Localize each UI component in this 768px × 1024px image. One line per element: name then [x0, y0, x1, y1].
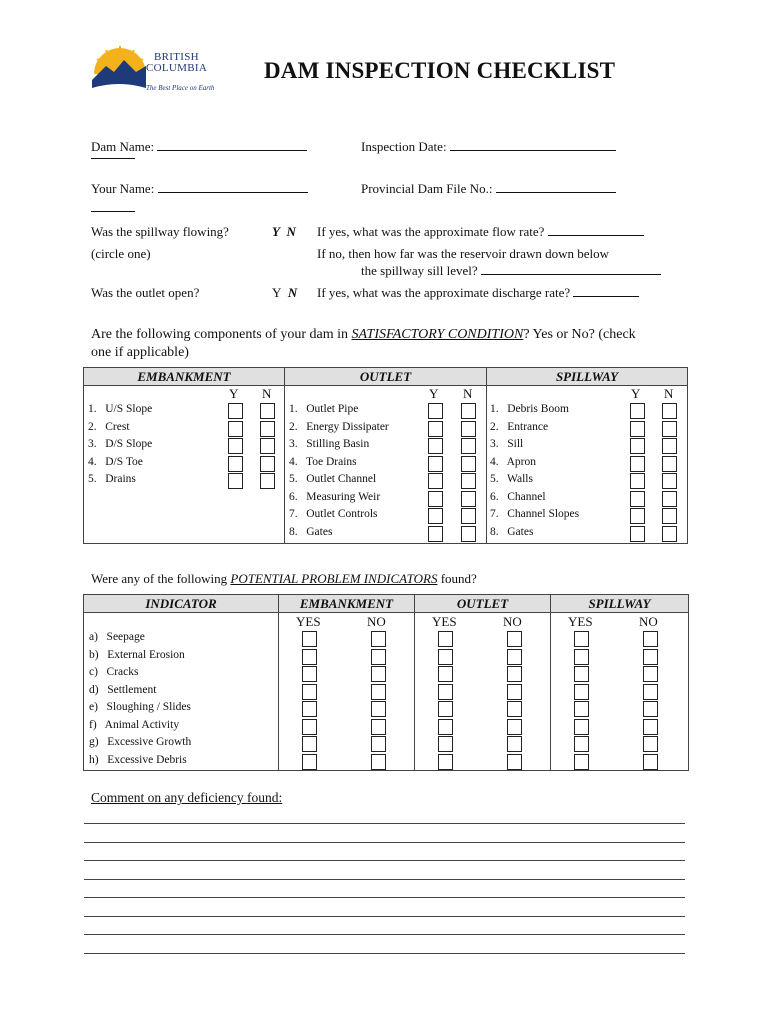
indicator-item: c) Cracks [89, 666, 139, 678]
p-spillway-no-checkbox[interactable] [643, 684, 658, 700]
p-embankment-yes-checkbox[interactable] [302, 701, 317, 717]
p-spillway-cell [551, 613, 689, 771]
p-embankment-yes-checkbox[interactable] [302, 649, 317, 665]
embankment-item: 4. D/S Toe [88, 455, 143, 468]
p-outlet-no-checkbox[interactable] [507, 736, 522, 752]
file-no-field[interactable] [361, 181, 616, 197]
p-outlet-yes-checkbox[interactable] [438, 719, 453, 735]
p-embankment-no-label: NO [367, 614, 386, 629]
page-title: DAM INSPECTION CHECKLIST [264, 58, 616, 83]
p-spillway-no-checkbox[interactable] [643, 736, 658, 752]
p-embankment-no-checkbox[interactable] [371, 701, 386, 717]
p-spillway-yes-checkbox[interactable] [574, 736, 589, 752]
indicator-heading: INDICATOR [84, 595, 279, 613]
outlet-y-checkbox[interactable] [428, 526, 443, 542]
spillway-item: 5. Walls [490, 473, 533, 485]
spillway-y-checkbox[interactable] [630, 438, 645, 454]
p-embankment-yes-checkbox[interactable] [302, 754, 317, 770]
comment-line[interactable] [84, 860, 685, 861]
spillway-n-checkbox[interactable] [662, 456, 677, 472]
p-spillway-yes-checkbox[interactable] [574, 684, 589, 700]
outlet-col-n: N [463, 386, 473, 401]
logo-wordmark [146, 52, 207, 74]
spillway-item: 4. Apron [490, 455, 536, 468]
comment-label: Comment on any deficiency found: [91, 790, 283, 805]
spillway-item: 6. Channel [490, 490, 546, 503]
embankment-y-checkbox[interactable] [228, 456, 243, 472]
p-outlet-heading: OUTLET [415, 595, 551, 613]
comment-line[interactable] [84, 916, 685, 917]
p-outlet-no-checkbox[interactable] [507, 701, 522, 717]
satisfactory-intro-post: ? Yes or No? (check [523, 327, 636, 342]
p-outlet-no-checkbox[interactable] [507, 649, 522, 665]
file-no-line[interactable] [496, 181, 616, 193]
embankment-item: 1. U/S Slope [88, 403, 153, 415]
spillway-item: 8. Gates [490, 525, 534, 538]
spillway-y-checkbox[interactable] [630, 526, 645, 542]
embankment-heading: EMBANKMENT [84, 368, 285, 386]
spillway-item: 1. Debris Boom [490, 403, 569, 415]
p-spillway-no-checkbox[interactable] [643, 719, 658, 735]
p-spillway-yes-checkbox[interactable] [574, 649, 589, 665]
spillway-n-checkbox[interactable] [662, 508, 677, 524]
flow-rate-line[interactable] [548, 224, 644, 236]
p-embankment-yes-checkbox[interactable] [302, 666, 317, 682]
p-spillway-no-checkbox[interactable] [643, 701, 658, 717]
spillway-yn[interactable] [272, 224, 296, 240]
inspection-date-label: Inspection Date: [361, 139, 447, 154]
p-embankment-no-checkbox[interactable] [371, 754, 386, 770]
discharge-rate-label: If yes, what was the approximate discharge rate? [317, 285, 571, 300]
outlet-n-checkbox[interactable] [461, 403, 476, 419]
spillway-y-checkbox[interactable] [630, 456, 645, 472]
embankment-y-checkbox[interactable] [228, 438, 243, 454]
dam-name-line[interactable] [157, 139, 307, 151]
logo-line1: BRITISH [154, 51, 199, 63]
outlet-yn[interactable] [272, 285, 297, 301]
p-outlet-no-label: NO [503, 614, 522, 629]
embankment-y-checkbox[interactable] [228, 403, 243, 419]
outlet-n[interactable]: N [287, 285, 298, 300]
p-outlet-no-checkbox[interactable] [507, 684, 522, 700]
logo-tagline: The Best Place on Earth [146, 84, 215, 92]
p-spillway-yes-checkbox[interactable] [574, 701, 589, 717]
p-spillway-yes-checkbox[interactable] [574, 666, 589, 682]
drawn-down-line1: If no, then how far was the reservoir drawn down below [317, 246, 610, 261]
problems-intro-pre: Were any of the following [91, 571, 231, 586]
outlet-y-checkbox[interactable] [428, 438, 443, 454]
spillway-n-checkbox[interactable] [662, 403, 677, 419]
p-embankment-yes-label: YES [296, 614, 321, 629]
p-outlet-no-checkbox[interactable] [507, 631, 522, 647]
drawn-down-label: the spillway sill level? [361, 263, 478, 278]
outlet-col-y: Y [429, 386, 439, 401]
spillway-item: 2. Entrance [490, 420, 549, 433]
outlet-item: 1. Outlet Pipe [289, 403, 359, 415]
comment-line[interactable] [84, 897, 685, 898]
spillway-n[interactable]: N [286, 224, 296, 239]
p-embankment-cell [279, 613, 415, 771]
spillway-heading: SPILLWAY [487, 368, 688, 386]
p-embankment-heading: EMBANKMENT [279, 595, 415, 613]
p-spillway-no-checkbox[interactable] [643, 666, 658, 682]
comment-line[interactable] [84, 842, 685, 843]
problems-intro-em: POTENTIAL PROBLEM INDICATORS [230, 571, 438, 586]
p-spillway-no-checkbox[interactable] [643, 754, 658, 770]
p-embankment-no-checkbox[interactable] [371, 719, 386, 735]
p-spillway-no-checkbox[interactable] [643, 631, 658, 647]
indicator-item: e) Sloughing / Slides [89, 701, 191, 713]
spillway-y-checkbox[interactable] [630, 421, 645, 437]
your-name-line[interactable] [158, 181, 308, 193]
problems-intro [91, 571, 477, 587]
p-embankment-no-checkbox[interactable] [371, 649, 386, 665]
p-embankment-yes-checkbox[interactable] [302, 736, 317, 752]
embankment-item: 2. Crest [88, 420, 130, 433]
p-spillway-heading: SPILLWAY [551, 595, 689, 613]
indicator-item: f) Animal Activity [89, 718, 180, 731]
spillway-item: 7. Channel Slopes [490, 508, 580, 520]
flow-rate-label: If yes, what was the approximate flow rate? [317, 224, 545, 239]
p-outlet-yes-checkbox[interactable] [438, 736, 453, 752]
spillway-y-checkbox[interactable] [630, 403, 645, 419]
spillway-y-checkbox[interactable] [630, 473, 645, 489]
outlet-item: 5. Outlet Channel [289, 473, 377, 485]
embankment-col-y: Y [229, 386, 239, 401]
spillway-y[interactable]: Y [272, 224, 280, 239]
p-spillway-yes-checkbox[interactable] [574, 631, 589, 647]
problems-intro-post: found? [437, 571, 477, 586]
p-embankment-yes-checkbox[interactable] [302, 684, 317, 700]
circle-one-note: (circle one) [91, 246, 151, 261]
embankment-n-checkbox[interactable] [260, 473, 275, 489]
comment-line[interactable] [84, 879, 685, 880]
spillway-n-checkbox[interactable] [662, 526, 677, 542]
p-outlet-yes-checkbox[interactable] [438, 666, 453, 682]
satisfactory-intro-em: SATISFACTORY CONDITION [351, 327, 524, 342]
flow-rate-field[interactable] [317, 224, 644, 240]
discharge-rate-line[interactable] [573, 285, 639, 297]
satisfactory-table [83, 367, 688, 544]
outlet-item: 3. Stilling Basin [289, 438, 370, 450]
spillway-y-checkbox[interactable] [630, 491, 645, 507]
outlet-item: 4. Toe Drains [289, 455, 357, 468]
outlet-y-checkbox[interactable] [428, 456, 443, 472]
p-outlet-no-checkbox[interactable] [507, 754, 522, 770]
p-outlet-yes-checkbox[interactable] [438, 649, 453, 665]
p-spillway-yes-checkbox[interactable] [574, 719, 589, 735]
indicator-item: a) Seepage [89, 631, 145, 643]
p-outlet-yes-checkbox[interactable] [438, 701, 453, 717]
embankment-y-checkbox[interactable] [228, 473, 243, 489]
outlet-heading: OUTLET [285, 368, 487, 386]
spillway-item: 3. Sill [490, 438, 524, 450]
outlet-item: 8. Gates [289, 525, 333, 538]
embankment-n-checkbox[interactable] [260, 421, 275, 437]
inspection-date-line[interactable] [450, 139, 616, 151]
p-spillway-yes-label: YES [568, 614, 593, 629]
your-name-field[interactable] [91, 181, 308, 197]
indicator-item: d) Settlement [89, 683, 157, 696]
p-outlet-yes-checkbox[interactable] [438, 684, 453, 700]
indicator-item: h) Excessive Debris [89, 753, 187, 766]
spillway-n-checkbox[interactable] [662, 491, 677, 507]
comment-line[interactable] [84, 953, 685, 954]
spillway-col-y: Y [631, 386, 641, 401]
p-outlet-yes-checkbox[interactable] [438, 754, 453, 770]
embankment-n-checkbox[interactable] [260, 456, 275, 472]
outlet-y-checkbox[interactable] [428, 421, 443, 437]
outlet-n-checkbox[interactable] [461, 508, 476, 524]
dam-name-label: Dam Name: [91, 139, 155, 154]
p-outlet-yes-label: YES [432, 614, 457, 629]
embankment-item: 3. D/S Slope [88, 438, 153, 450]
outlet-n-checkbox[interactable] [461, 491, 476, 507]
p-outlet-no-checkbox[interactable] [507, 719, 522, 735]
p-embankment-no-checkbox[interactable] [371, 631, 386, 647]
embankment-n-checkbox[interactable] [260, 403, 275, 419]
dam-name-line-cont [91, 158, 135, 159]
drawn-down-line[interactable] [481, 263, 661, 275]
outlet-y-checkbox[interactable] [428, 508, 443, 524]
outlet-n-checkbox[interactable] [461, 438, 476, 454]
embankment-y-checkbox[interactable] [228, 421, 243, 437]
embankment-item: 5. Drains [88, 473, 136, 485]
spillway-n-checkbox[interactable] [662, 421, 677, 437]
p-embankment-yes-checkbox[interactable] [302, 719, 317, 735]
outlet-y-checkbox[interactable] [428, 473, 443, 489]
p-outlet-yes-checkbox[interactable] [438, 631, 453, 647]
outlet-n-checkbox[interactable] [461, 456, 476, 472]
outlet-y-checkbox[interactable] [428, 403, 443, 419]
spillway-question: Was the spillway flowing? [91, 224, 229, 239]
satisfactory-intro-line2: one if applicable) [91, 345, 189, 360]
inspection-date-field[interactable] [361, 139, 616, 155]
spillway-n-checkbox[interactable] [662, 473, 677, 489]
embankment-col-n: N [262, 386, 272, 401]
outlet-question: Was the outlet open? [91, 285, 200, 300]
outlet-y[interactable]: Y [272, 285, 282, 300]
p-spillway-no-checkbox[interactable] [643, 649, 658, 665]
outlet-item: 2. Energy Dissipater [289, 420, 389, 433]
logo-line2: COLUMBIA [146, 62, 208, 74]
outlet-item: 6. Measuring Weir [289, 490, 381, 503]
outlet-item: 7. Outlet Controls [289, 508, 378, 520]
outlet-y-checkbox[interactable] [428, 491, 443, 507]
file-no-label: Provincial Dam File No.: [361, 181, 493, 196]
your-name-label: Your Name: [91, 181, 155, 196]
outlet-n-checkbox[interactable] [461, 473, 476, 489]
indicator-item: g) Excessive Growth [89, 736, 192, 748]
your-name-line-cont [91, 211, 135, 212]
p-outlet-cell [415, 613, 551, 771]
dam-name-field[interactable] [91, 139, 307, 155]
p-embankment-no-checkbox[interactable] [371, 684, 386, 700]
spillway-y-checkbox[interactable] [630, 508, 645, 524]
comment-line[interactable] [84, 823, 685, 824]
p-spillway-no-label: NO [639, 614, 658, 629]
drawn-down-field[interactable] [361, 263, 661, 279]
p-embankment-no-checkbox[interactable] [371, 666, 386, 682]
satisfactory-intro [91, 326, 691, 362]
p-outlet-no-checkbox[interactable] [507, 666, 522, 682]
satisfactory-intro-pre: Are the following components of your dam in [91, 327, 352, 342]
p-embankment-no-checkbox[interactable] [371, 736, 386, 752]
outlet-n-checkbox[interactable] [461, 526, 476, 542]
p-embankment-yes-checkbox[interactable] [302, 631, 317, 647]
indicator-item: b) External Erosion [89, 648, 185, 661]
p-spillway-yes-checkbox[interactable] [574, 754, 589, 770]
spillway-col-n: N [664, 386, 674, 401]
embankment-n-checkbox[interactable] [260, 438, 275, 454]
comment-line[interactable] [84, 934, 685, 935]
spillway-n-checkbox[interactable] [662, 438, 677, 454]
outlet-n-checkbox[interactable] [461, 421, 476, 437]
discharge-rate-field[interactable] [317, 285, 639, 301]
